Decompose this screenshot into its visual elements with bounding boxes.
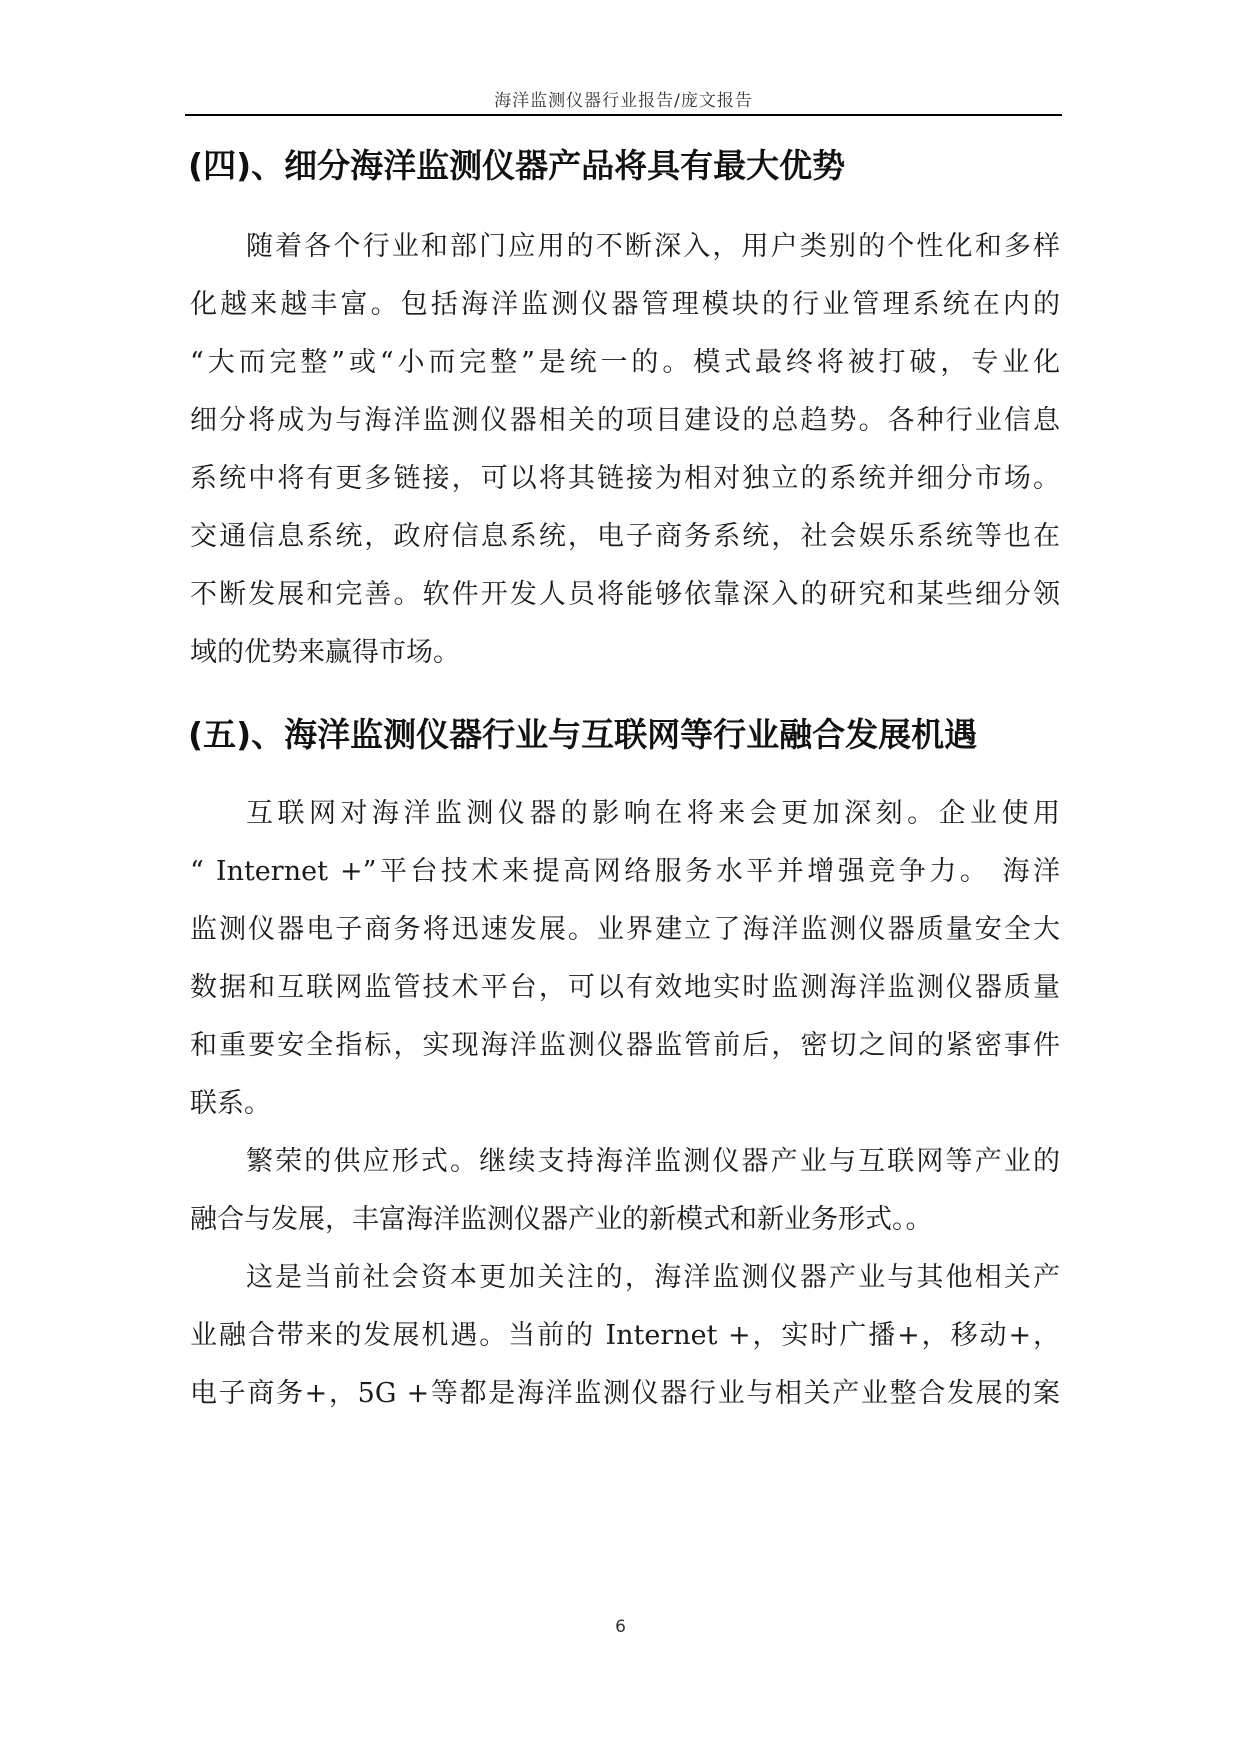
text-line: 互联网对海洋监测仪器的影响在将来会更加深刻。企业使用 bbox=[246, 798, 1060, 829]
text-line: 电子商务+，5G +等都是海洋监测仪器行业与相关产业整合发展的案 bbox=[190, 1378, 1060, 1409]
section-heading-5: (五)、海洋监测仪器行业与互联网等行业融合发展机遇 bbox=[188, 715, 978, 754]
text-line: 监测仪器电子商务将迅速发展。业界建立了海洋监测仪器质量安全大 bbox=[190, 914, 1060, 945]
text-line: 域的优势来赢得市场。 bbox=[190, 637, 460, 668]
text-line: 业融合带来的发展机遇。当前的 Internet +，实时广播+，移动+， bbox=[190, 1320, 1060, 1351]
text-line: 联系。 bbox=[190, 1088, 271, 1119]
text-line: 细分将成为与海洋监测仪器相关的项目建设的总趋势。各种行业信息 bbox=[190, 405, 1060, 436]
text-line: 数据和互联网监管技术平台，可以有效地实时监测海洋监测仪器质量 bbox=[190, 972, 1060, 1003]
text-line: 不断发展和完善。软件开发人员将能够依靠深入的研究和某些细分领 bbox=[190, 579, 1060, 610]
header-rule bbox=[185, 114, 1062, 116]
text-line: “ Internet +”平台技术来提高网络服务水平并增强竞争力。 海洋 bbox=[190, 856, 1060, 887]
text-line: 系统中将有更多链接，可以将其链接为相对独立的系统并细分市场。 bbox=[190, 463, 1060, 494]
text-line: “大而完整”或“小而完整”是统一的。模式最终将被打破，专业化 bbox=[190, 347, 1060, 378]
text-line: 随着各个行业和部门应用的不断深入，用户类别的个性化和多样 bbox=[246, 231, 1060, 262]
text-line: 这是当前社会资本更加关注的，海洋监测仪器产业与其他相关产 bbox=[246, 1262, 1060, 1293]
text-line: 交通信息系统，政府信息系统，电子商务系统，社会娱乐系统等也在 bbox=[190, 521, 1060, 552]
running-header: 海洋监测仪器行业报告/庞文报告 bbox=[494, 91, 753, 111]
text-line: 融合与发展，丰富海洋监测仪器产业的新模式和新业务形式。。 bbox=[190, 1204, 933, 1235]
section-heading-4: (四)、细分海洋监测仪器产品将具有最大优势 bbox=[188, 146, 846, 185]
text-line: 化越来越丰富。包括海洋监测仪器管理模块的行业管理系统在内的 bbox=[190, 289, 1060, 320]
text-line: 和重要安全指标，实现海洋监测仪器监管前后，密切之间的紧密事件 bbox=[190, 1030, 1060, 1061]
page-number: 6 bbox=[615, 1617, 626, 1637]
text-line: 繁荣的供应形式。继续支持海洋监测仪器产业与互联网等产业的 bbox=[246, 1146, 1060, 1177]
